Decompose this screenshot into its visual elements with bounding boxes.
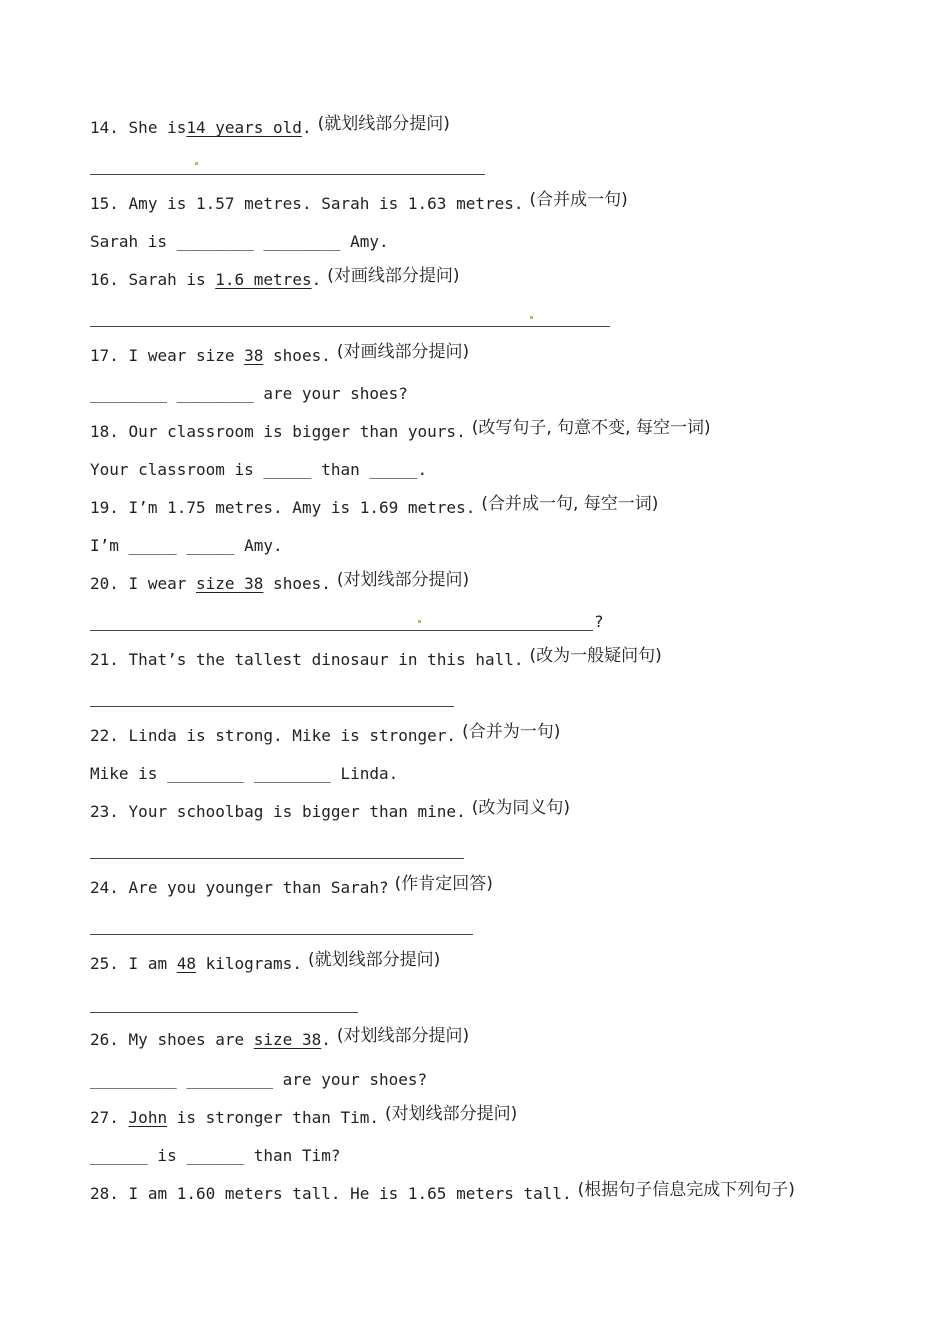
question-19: 19. I’m 1.75 metres. Amy is 1.69 metres. (合并成一句, 每空一词) — [90, 494, 659, 517]
instruction: (改写句子, 句意不变, 每空一词) — [471, 418, 711, 438]
question-23: 23. Your schoolbag is bigger than mine. (改为同义句) — [90, 798, 570, 821]
question-18: 18. Our classroom is bigger than yours. (改写句子, 句意不变, 每空一词) — [90, 418, 711, 441]
underlined-phrase: 38 — [244, 346, 264, 365]
instruction: (对画线部分提问) — [336, 342, 470, 362]
answer-26[interactable]: _________ _________ are your shoes? — [90, 1070, 428, 1089]
question-25: 25. I am 48 kilograms. (就划线部分提问) — [90, 950, 441, 973]
instruction: (对画线部分提问) — [327, 266, 460, 286]
underlined-phrase: size 38 — [195, 574, 264, 593]
question-21: 21. That’s the tallest dinosaur in this hall. (改为一般疑问句) — [90, 646, 662, 669]
answer-line[interactable] — [90, 934, 473, 935]
instruction: (合并为一句) — [462, 722, 561, 742]
answer-line[interactable] — [90, 174, 485, 175]
answer-line[interactable] — [90, 706, 454, 707]
instruction: (改为同义句) — [471, 798, 570, 818]
answer-18[interactable]: Your classroom is _____ than _____. — [90, 460, 428, 479]
answer-15[interactable]: Sarah is ________ ________ Amy. — [90, 232, 389, 251]
answer-22[interactable]: Mike is ________ ________ Linda. — [90, 764, 399, 783]
instruction: (改为一般疑问句) — [529, 646, 662, 666]
question-27: 27. John is stronger than Tim. (对划线部分提问) — [90, 1104, 518, 1127]
underlined-phrase: 1.6 metres — [215, 270, 312, 289]
question-16: 16. Sarah is 1.6 metres. (对画线部分提问) — [90, 266, 460, 289]
question-mark: ? — [594, 612, 604, 631]
question-26: 26. My shoes are size 38. (对划线部分提问) — [90, 1026, 470, 1049]
question-28: 28. I am 1.60 meters tall. He is 1.65 meters tall. (根据句子信息完成下列句子) — [90, 1180, 795, 1203]
question-14: 14. She is14 years old. (就划线部分提问) — [90, 114, 450, 137]
speck — [418, 620, 421, 623]
instruction: (合并成一句) — [529, 190, 628, 210]
question-20: 20. I wear size 38 shoes. (对划线部分提问) — [90, 570, 470, 593]
answer-line[interactable] — [90, 1012, 358, 1013]
question-24: 24. Are you younger than Sarah? (作肯定回答) — [90, 874, 493, 897]
instruction: (根据句子信息完成下列句子) — [577, 1180, 795, 1200]
instruction: (就划线部分提问) — [317, 114, 450, 134]
answer-17[interactable]: ________ ________ are your shoes? — [90, 384, 408, 403]
underlined-phrase: 14 years old — [186, 118, 302, 137]
question-22: 22. Linda is strong. Mike is stronger. (合并为一句) — [90, 722, 561, 745]
underlined-phrase: size 38 — [253, 1030, 322, 1049]
answer-27[interactable]: ______ is ______ than Tim? — [90, 1146, 341, 1165]
underlined-phrase: John — [128, 1108, 168, 1127]
instruction: (合并成一句, 每空一词) — [481, 494, 659, 514]
answer-19[interactable]: I’m _____ _____ Amy. — [90, 536, 283, 555]
question-17: 17. I wear size 38 shoes. (对画线部分提问) — [90, 342, 470, 365]
instruction: (对划线部分提问) — [336, 570, 470, 590]
question-15: 15. Amy is 1.57 metres. Sarah is 1.63 metres. (合并成一句) — [90, 190, 628, 213]
answer-line[interactable] — [90, 630, 593, 631]
answer-line[interactable] — [90, 858, 464, 859]
instruction: (作肯定回答) — [394, 874, 493, 894]
underlined-phrase: 48 — [176, 954, 196, 973]
speck — [530, 316, 533, 319]
instruction: (就划线部分提问) — [307, 950, 441, 970]
answer-line[interactable] — [90, 326, 610, 327]
speck — [195, 162, 198, 165]
instruction: (对划线部分提问) — [385, 1104, 518, 1124]
instruction: (对划线部分提问) — [336, 1026, 470, 1046]
